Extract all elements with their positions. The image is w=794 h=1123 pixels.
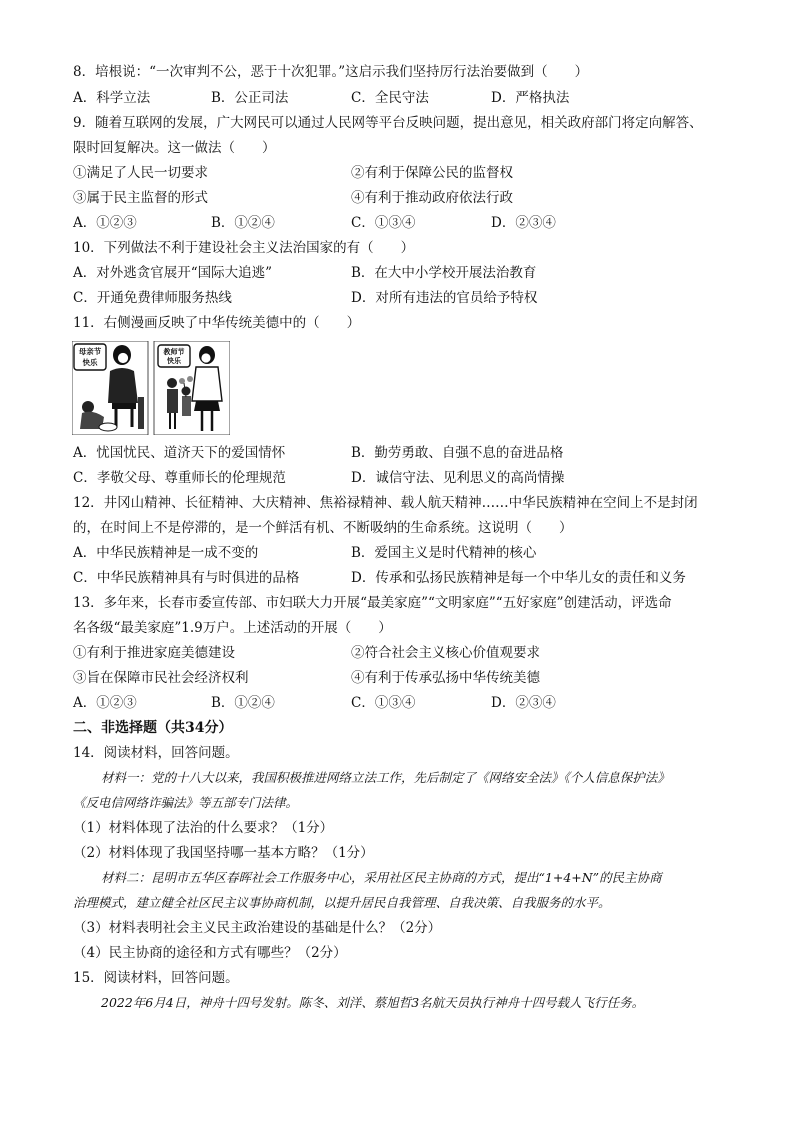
svg-text:快乐: 快乐	[82, 358, 98, 367]
q13-option-b: B．①②④	[211, 695, 275, 711]
q11-option-d: D．诚信守法、见利思义的高尚情操	[351, 470, 565, 486]
q10-option-b: B．在大中小学校开展法治教育	[351, 265, 537, 281]
q10-stem: 10．下列做法不利于建设社会主义法治国家的有（ ）	[73, 240, 415, 256]
q14-sub1: （1）材料体现了法治的什么要求？（1分）	[73, 820, 334, 836]
q9-stem-line2: 限时回复解决。这一做法（ ）	[73, 140, 276, 156]
q8-option-d: D．严格执法	[491, 90, 570, 106]
q11-option-c: C．孝敬父母、尊重师长的伦理规范	[73, 470, 286, 486]
section-heading: 二、非选择题（共34分）	[73, 720, 233, 736]
q9-option-b: B．①②④	[211, 215, 275, 231]
q9-item-3: ③属于民主监督的形式	[73, 190, 208, 206]
q9-item-2: ②有利于保障公民的监督权	[351, 165, 513, 181]
q14-sub4: （4）民主协商的途径和方式有哪些？（2分）	[73, 945, 347, 961]
q13-option-d: D．②③④	[491, 695, 556, 711]
q10-option-c: C．开通免费律师服务热线	[73, 290, 232, 306]
svg-text:快乐: 快乐	[167, 357, 181, 365]
q13-stem-line1: 13．多年来，长春市委宣传部、市妇联大力开展“最美家庭”“文明家庭”“五好家庭”创建活动，评选命	[73, 595, 672, 611]
q14-material2-line2: 治理模式，建立健全社区民主议事协商机制，以提升居民自我管理、自我决策、自我服务的水平。	[73, 895, 611, 910]
q14-material2-line1: 材料二：昆明市五华区春晖社会工作服务中心，采用社区民主协商的方式，提出“1+4+N”的民主协商	[101, 870, 662, 885]
q13-item-2: ②符合社会主义核心价值观要求	[351, 645, 540, 661]
q11-option-a: A．忧国忧民、道济天下的爱国情怀	[73, 445, 286, 461]
q14-stem: 14．阅读材料，回答问题。	[73, 745, 239, 761]
q14-material1-line1: 材料一：党的十八大以来，我国积极推进网络立法工作，先后制定了《网络安全法》《个人信息保护法》	[101, 770, 670, 785]
q12-stem-line1: 12．井冈山精神、长征精神、大庆精神、焦裕禄精神、载人航天精神……中华民族精神在空间上不是封闭	[73, 495, 698, 511]
q11-stem: 11．右侧漫画反映了中华传统美德中的（ ）	[73, 315, 361, 331]
q10-option-d: D．对所有违法的官员给予特权	[351, 290, 538, 306]
q12-option-d: D．传承和弘扬民族精神是每一个中华儿女的责任和义务	[351, 570, 686, 586]
comic-right-panel	[154, 341, 230, 435]
q9-item-4: ④有利于推动政府依法行政	[351, 190, 513, 206]
q14-sub3: （3）材料表明社会主义民主政治建设的基础是什么？（2分）	[73, 920, 442, 936]
q8-option-c: C．全民守法	[351, 90, 429, 106]
comic-left-panel	[72, 341, 148, 435]
q11-comic-image	[72, 341, 230, 435]
q12-stem-line2: 的，在时间上不是停滞的，是一个鲜活有机、不断吸纳的生命系统。这说明（ ）	[73, 520, 573, 536]
q15-material-line1: 2022年6月4日，神舟十四号发射。陈冬、刘洋、蔡旭哲3名航天员执行神舟十四号载人飞行任务。	[101, 995, 645, 1010]
q9-stem-line1: 9．随着互联网的发展，广大网民可以通过人民网等平台反映问题，提出意见，相关政府部门将定向解答、	[73, 115, 703, 131]
q13-item-1: ①有利于推进家庭美德建设	[73, 645, 235, 661]
q12-option-c: C．中华民族精神具有与时俱进的品格	[73, 570, 300, 586]
q13-item-3: ③旨在保障市民社会经济权利	[73, 670, 249, 686]
q9-option-d: D．②③④	[491, 215, 556, 231]
q8-option-a: A．科学立法	[73, 90, 151, 106]
q9-item-1: ①满足了人民一切要求	[73, 165, 208, 181]
svg-text:母亲节: 母亲节	[78, 347, 102, 356]
q9-option-a: A．①②③	[73, 215, 137, 231]
q13-option-c: C．①③④	[351, 695, 416, 711]
q15-stem: 15．阅读材料，回答问题。	[73, 970, 239, 986]
q13-item-4: ④有利于传承弘扬中华传统美德	[351, 670, 540, 686]
q12-option-a: A．中华民族精神是一成不变的	[73, 545, 259, 561]
q10-option-a: A．对外逃贪官展开“国际大追逃”	[73, 265, 273, 281]
q13-option-a: A．①②③	[73, 695, 137, 711]
q8-option-b: B．公正司法	[211, 90, 289, 106]
q11-option-b: B．勤劳勇敢、自强不息的奋进品格	[351, 445, 564, 461]
q13-stem-line2: 名各级“最美家庭”1.9万户。上述活动的开展（ ）	[73, 620, 392, 636]
q12-option-b: B．爱国主义是时代精神的核心	[351, 545, 537, 561]
svg-text:教师节: 教师节	[163, 348, 185, 356]
q8-stem: 8．培根说：“一次审判不公，恶于十次犯罪。”这启示我们坚持厉行法治要做到（ ）	[73, 64, 589, 80]
q14-sub2: （2）材料体现了我国坚持哪一基本方略？（1分）	[73, 845, 374, 861]
q14-material1-line2: 《反电信网络诈骗法》等五部专门法律。	[73, 795, 299, 810]
q9-option-c: C．①③④	[351, 215, 416, 231]
